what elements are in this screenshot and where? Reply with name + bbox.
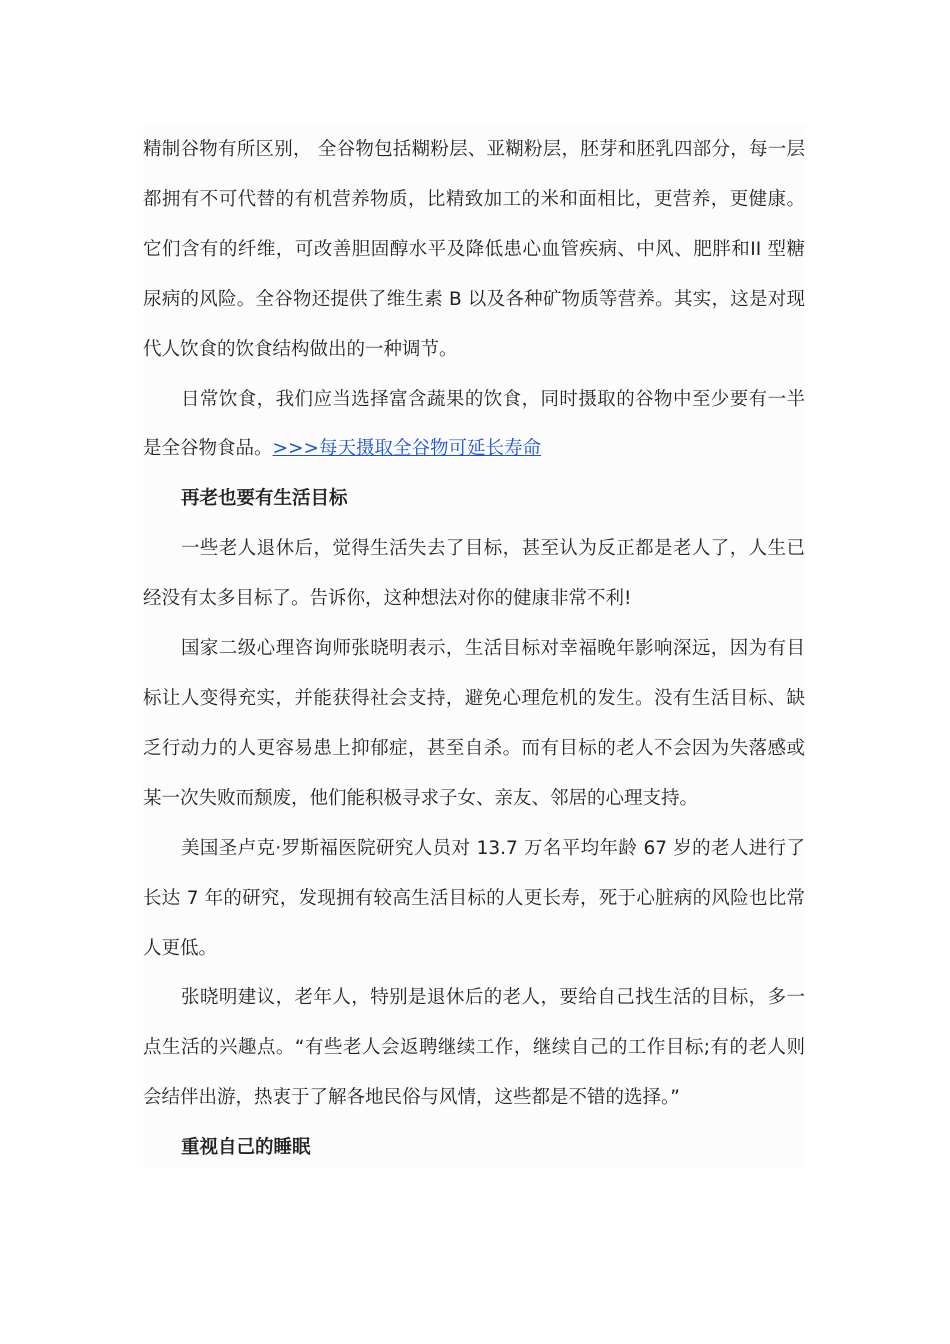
whole-grain-longevity-link[interactable]: >>>每天摄取全谷物可延长寿命: [272, 438, 542, 460]
paragraph-counselor-view: 国家二级心理咨询师张晓明表示，生活目标对幸福晚年影响深远，因为有目标让人变得充实，并能获得社会支持，避免心理危机的发生。没有生活目标、缺乏行动力的人更容易患上抑郁症，甚至自杀。而有目标的老人不会因为失落感或某一次失败而颓废，他们能积极寻求子女、亲友、邻居的心理支持。: [143, 638, 805, 809]
article-body: [143, 125, 805, 1173]
paragraph-daily-diet: [143, 375, 805, 475]
paragraph-retirement-goals: 一些老人退休后，觉得生活失去了目标，甚至认为反正都是老人了，人生已经没有太多目标了。告诉你，这种想法对你的健康非常不利!: [143, 538, 805, 610]
paragraph-daily-diet-text: 日常饮食，我们应当选择富含蔬果的饮食，同时摄取的谷物中至少要有一半是全谷物食品。: [143, 388, 805, 460]
paragraph-advice: 张晓明建议，老年人，特别是退休后的老人，要给自己找生活的目标，多一点生活的兴趣点。“有些老人会返聘继续工作，继续自己的工作目标;有的老人则会结伴出游，热衷于了解各地民俗与风情，这些都是不错的选择。”: [143, 987, 805, 1109]
section-heading-sleep: 重视自己的睡眠: [181, 1137, 311, 1159]
paragraph-whole-grain: 精制谷物有所区别， 全谷物包括糊粉层、亚糊粉层，胚芽和胚乳四部分，每一层都拥有不可代替的有机营养物质，比精致加工的米和面相比，更营养，更健康。它们含有的纤维，可改善胆固醇水平及降低患心血管疾病、中风、肥胖和II 型糖尿病的风险。全谷物还提供了维生素 B 以及各种矿物质等营养。其实，这是对现代人饮食的饮食结构做出的一种调节。: [143, 139, 805, 360]
section-heading-life-goals: 再老也要有生活目标: [181, 488, 348, 510]
paragraph-research-study: 美国圣卢克·罗斯福医院研究人员对 13.7 万名平均年龄 67 岁的老人进行了长达 7 年的研究，发现拥有较高生活目标的人更长寿，死于心脏病的风险也比常人更低。: [143, 837, 805, 959]
article-block: [143, 125, 805, 1168]
